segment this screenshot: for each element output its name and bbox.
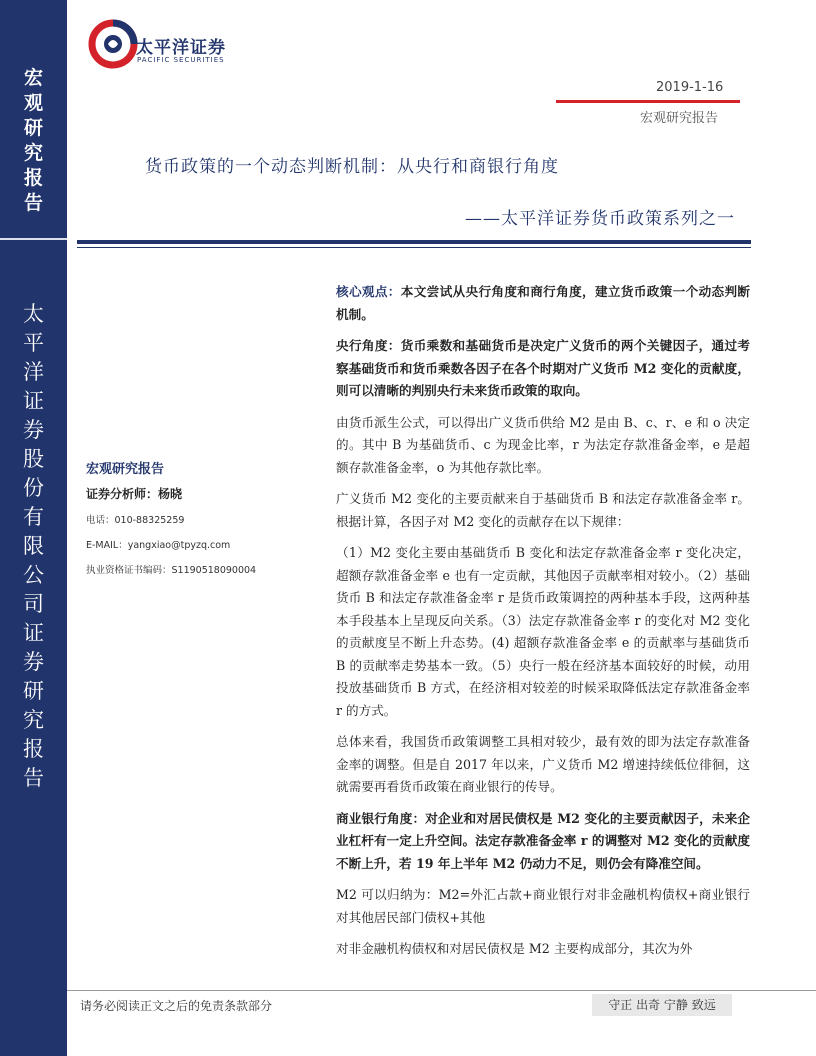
core-view-label: 核心观点： <box>336 284 401 299</box>
body-paragraph: （1）M2 变化主要由基础货币 B 变化和法定存款准备金率 r 变化决定，超额存款准备金率 e 也有一定贡献，其他因子贡献率相对较小。（2）基础货币 B 和法定存款准备金率 r 是货币政策调控的两种基本手段，这两种基本手段基本上呈现反向关系。（3）法定存款准备金率 r 的变化对 M2 变化的贡献度呈不断上升态势。(4) 超额存款准备金率 e 的贡献率与基础货币 B 的贡献率走势基本一致。（5）央行一般在经济基本面较好的时候，动用投放基础货币 B 方式，在经济相对较差的时候采取降低法定存款准备金率 r 的方式。 <box>336 545 750 718</box>
report-body <box>336 281 750 970</box>
central-bank-text: 货币乘数和基础货币是决定广义货币的两个关键因子，通过考察基础货币和货币乘数各因子在各个时期对广义货币 M2 变化的贡献度，则可以清晰的判别央行未来货币政策的取向。 <box>336 338 751 398</box>
sidebar-company-label: 太 平 洋 证 券 股 份 有 限 公 司 证 券 研 究 报 告 <box>23 302 44 790</box>
footer-rule <box>67 990 816 991</box>
page-title: 货币政策的一个动态判断机制：从央行和商银行角度 <box>145 157 559 177</box>
body-paragraph: 广义货币 M2 变化的主要贡献来自于基础货币 B 和法定存款准备金率 r。根据计算，各因子对 M2 变化的贡献存在以下规律： <box>336 491 750 529</box>
page-subtitle: ——太平洋证券货币政策系列之一 <box>465 209 735 229</box>
report-type: 宏观研究报告 <box>640 111 719 126</box>
analyst-email: E-MAIL：yangxiao@tpyzq.com <box>86 540 231 551</box>
central-bank-label: 央行角度： <box>336 338 401 353</box>
commercial-bank-text: 对企业和对居民债权是 M2 变化的主要贡献因子，未来企业杠杆有一定上升空间。法定存款准备金率 r 的调整对 M2 变化的贡献度不断上升，若 19 年上半年 M2 仍动力不足，则仍会有降准空间。 <box>336 810 750 871</box>
commercial-bank-label: 商业银行角度： <box>336 810 426 826</box>
report-date: 2019-1-16 <box>656 80 724 95</box>
core-view-paragraph <box>336 281 750 326</box>
header-red-rule <box>556 100 740 103</box>
logo-text-en: PACIFIC SECURITIES <box>137 56 225 64</box>
core-view-text: 本文尝试从央行角度和商行角度，建立货币政策一个动态判断机制。 <box>336 284 751 322</box>
footer-motto: 守正 出奇 宁静 致远 <box>592 994 732 1016</box>
analyst-name: 证券分析师：杨晓 <box>86 487 183 501</box>
analyst-panel <box>86 458 286 587</box>
analyst-license: 执业资格证书编码：S1190518090004 <box>86 565 257 576</box>
commercial-bank-paragraph <box>336 808 750 876</box>
title-rule-thin <box>77 247 751 248</box>
title-rule <box>77 240 751 244</box>
sidebar <box>0 0 67 1056</box>
body-paragraph: 对非金融机构债权和对居民债权是 M2 主要构成部分，其次为外 <box>336 941 693 956</box>
sidebar-category-label: 宏 观 研 究 报 告 <box>23 67 43 214</box>
logo-text-cn: 太平洋证券 <box>136 38 226 58</box>
central-bank-paragraph <box>336 335 750 403</box>
analyst-phone: 电话：010-88325259 <box>86 515 185 526</box>
footer-disclaimer: 请务必阅读正文之后的免责条款部分 <box>80 999 273 1013</box>
body-paragraph: M2 可以归纳为：M2=外汇占款+商业银行对非金融机构债权+商业银行对其他居民部门债权+其他 <box>336 887 750 925</box>
sidebar-divider <box>0 238 67 240</box>
analyst-panel-heading: 宏观研究报告 <box>86 462 165 477</box>
body-paragraph: 由货币派生公式，可以得出广义货币供给 M2 是由 B、c、r、e 和 o 决定的。其中 B 为基础货币、c 为现金比率，r 为法定存款准备金率，e 是超额存款准备金率，o 为其他存款比率。 <box>336 414 750 475</box>
body-paragraph: 总体来看，我国货币政策调整工具相对较少，最有效的即为法定存款准备金率的调整。但是自 2017 年以来，广义货币 M2 增速持续低位徘徊，这就需要再看货币政策在商业银行的传导。 <box>336 734 750 794</box>
